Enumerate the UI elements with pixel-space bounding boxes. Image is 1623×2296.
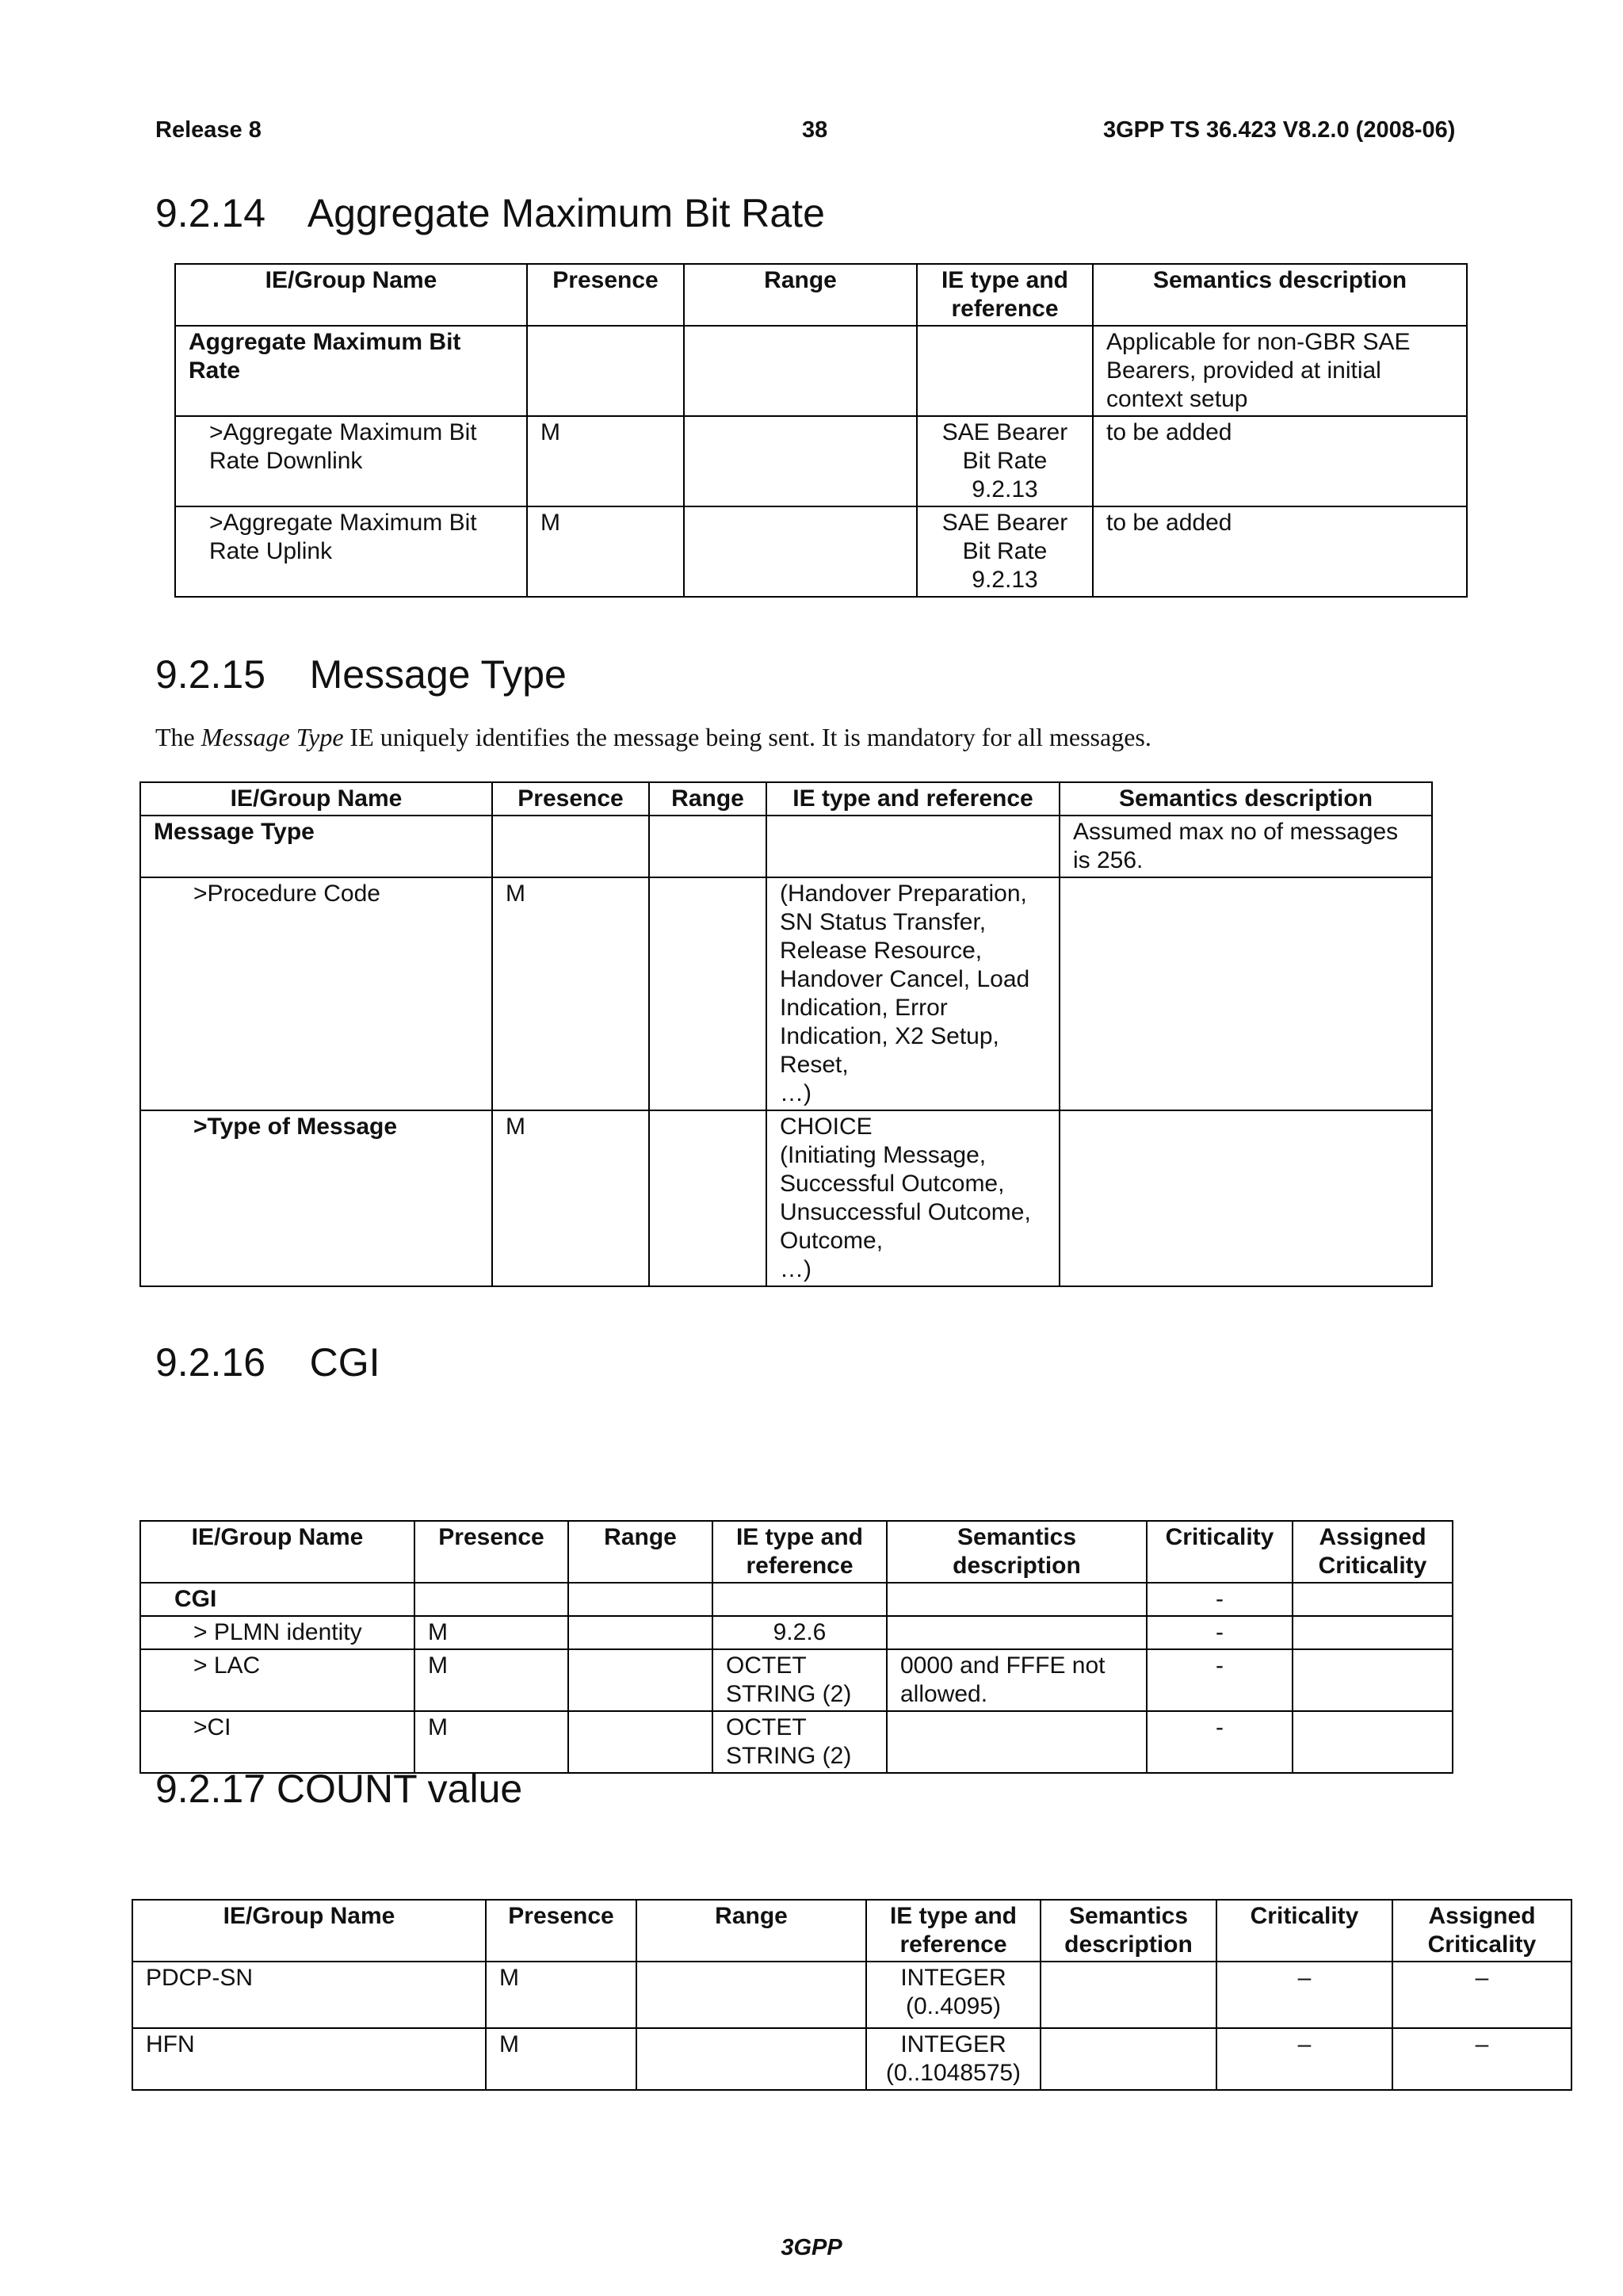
cell-type: SAE Bearer Bit Rate 9.2.13 <box>917 416 1093 506</box>
cell-presence: M <box>414 1649 568 1711</box>
col-header: Semantics description <box>1093 264 1467 326</box>
cell-type: INTEGER (0..1048575) <box>866 2028 1041 2090</box>
cell-presence: M <box>486 2028 636 2090</box>
cell-type: 9.2.6 <box>712 1616 887 1649</box>
col-header: Presence <box>414 1521 568 1583</box>
section-title: Aggregate Maximum Bit Rate <box>307 191 825 235</box>
cell-type: (Handover Preparation, SN Status Transfer, Release Resource, Handover Cancel, Load Indication, Error Indication, X2 Setup, Reset, …) <box>766 877 1060 1110</box>
section-number: 9.2.14 <box>155 191 266 235</box>
cell-criticality: - <box>1147 1583 1293 1616</box>
cell-type <box>712 1583 887 1616</box>
col-header: Range <box>649 782 766 816</box>
col-header: IE/Group Name <box>140 782 492 816</box>
cell-presence <box>414 1583 568 1616</box>
cell-type: SAE Bearer Bit Rate 9.2.13 <box>917 506 1093 597</box>
cell-name: > PLMN identity <box>140 1616 414 1649</box>
cell-semantics <box>1060 1110 1432 1286</box>
cell-type: INTEGER (0..4095) <box>866 1962 1041 2028</box>
cell-name: HFN <box>132 2028 486 2090</box>
table-row <box>175 416 1467 506</box>
table-row <box>132 1962 1571 2028</box>
cell-type <box>917 326 1093 416</box>
cell-presence: M <box>527 416 684 506</box>
col-header: IE type and reference <box>712 1521 887 1583</box>
col-header: Semantics description <box>1060 782 1432 816</box>
cell-semantics <box>1041 2028 1216 2090</box>
para-text: IE uniquely identifies the message being sent. It is mandatory for all messages. <box>343 723 1151 751</box>
cell-assigned-criticality <box>1293 1616 1453 1649</box>
table-row <box>140 816 1432 877</box>
cell-criticality: - <box>1147 1649 1293 1711</box>
cell-range <box>636 1962 866 2028</box>
cell-presence: M <box>527 506 684 597</box>
col-header: Presence <box>527 264 684 326</box>
col-header: Presence <box>492 782 649 816</box>
cell-presence <box>492 816 649 877</box>
cell-name: >Procedure Code <box>140 877 492 1110</box>
cell-range <box>649 877 766 1110</box>
cell-assigned-criticality <box>1293 1583 1453 1616</box>
table-aggregate-max-bitrate <box>174 263 1468 598</box>
col-header: Criticality <box>1216 1900 1392 1962</box>
header-release: Release 8 <box>155 117 262 143</box>
table-row <box>140 1649 1453 1711</box>
cell-assigned-criticality <box>1293 1711 1453 1773</box>
table-header-row <box>175 264 1467 326</box>
cell-name: >Aggregate Maximum Bit Rate Downlink <box>175 416 527 506</box>
cell-semantics: Assumed max no of messages is 256. <box>1060 816 1432 877</box>
col-header: Range <box>568 1521 712 1583</box>
section-9-2-14-heading <box>155 190 825 236</box>
section-9-2-17-heading: 9.2.17 COUNT value <box>155 1767 523 1811</box>
cell-range <box>684 506 917 597</box>
cell-criticality: – <box>1216 1962 1392 2028</box>
cell-name: >Type of Message <box>140 1110 492 1286</box>
header-page-number: 38 <box>802 117 828 143</box>
section-title: Message Type <box>309 652 567 697</box>
cell-semantics: to be added <box>1093 506 1467 597</box>
cell-criticality: - <box>1147 1616 1293 1649</box>
para-emphasis: Message Type <box>200 723 344 751</box>
cell-range <box>568 1649 712 1711</box>
col-header: Criticality <box>1147 1521 1293 1583</box>
cell-name: Message Type <box>140 816 492 877</box>
cell-name: CGI <box>140 1583 414 1616</box>
cell-presence: M <box>492 877 649 1110</box>
cell-presence: M <box>492 1110 649 1286</box>
cell-assigned-criticality: – <box>1392 1962 1571 2028</box>
col-header: IE/Group Name <box>140 1521 414 1583</box>
cell-range <box>568 1583 712 1616</box>
section-number: 9.2.16 <box>155 1340 266 1385</box>
cell-range <box>568 1616 712 1649</box>
cell-presence: M <box>414 1711 568 1773</box>
cell-type: OCTET STRING (2) <box>712 1649 887 1711</box>
para-text: The <box>155 723 201 751</box>
cell-type: OCTET STRING (2) <box>712 1711 887 1773</box>
table-header-row <box>132 1900 1571 1962</box>
col-header: Semantics description <box>1041 1900 1216 1962</box>
col-header: IE/Group Name <box>132 1900 486 1962</box>
cell-range <box>649 1110 766 1286</box>
table-row <box>140 1711 1453 1773</box>
cell-type: CHOICE (Initiating Message, Successful Outcome, Unsuccessful Outcome, Outcome, …) <box>766 1110 1060 1286</box>
col-header: Assigned Criticality <box>1293 1521 1453 1583</box>
cell-semantics: to be added <box>1093 416 1467 506</box>
cell-name: > LAC <box>140 1649 414 1711</box>
table-header-row <box>140 1521 1453 1583</box>
header-spec: 3GPP TS 36.423 V8.2.0 (2008-06) <box>1103 117 1456 143</box>
section-9-2-15-heading <box>155 651 567 697</box>
col-header: IE/Group Name <box>175 264 527 326</box>
cell-range <box>684 326 917 416</box>
cell-range <box>568 1711 712 1773</box>
col-header: Semantics description <box>887 1521 1147 1583</box>
cell-range <box>684 416 917 506</box>
table-message-type <box>139 781 1433 1287</box>
cell-semantics: Applicable for non-GBR SAE Bearers, provided at initial context setup <box>1093 326 1467 416</box>
table-count-value <box>132 1899 1572 2091</box>
cell-name: PDCP-SN <box>132 1962 486 2028</box>
cell-criticality: - <box>1147 1711 1293 1773</box>
cell-range <box>649 816 766 877</box>
cell-type <box>766 816 1060 877</box>
section-title: CGI <box>309 1340 380 1385</box>
message-type-description <box>155 723 1151 752</box>
col-header: Range <box>636 1900 866 1962</box>
section-number: 9.2.15 <box>155 652 266 697</box>
col-header: IE type and reference <box>766 782 1060 816</box>
cell-criticality: – <box>1216 2028 1392 2090</box>
cell-range <box>636 2028 866 2090</box>
cell-semantics: 0000 and FFFE not allowed. <box>887 1649 1147 1711</box>
col-header: Assigned Criticality <box>1392 1900 1571 1962</box>
cell-assigned-criticality: – <box>1392 2028 1571 2090</box>
col-header: IE type and reference <box>866 1900 1041 1962</box>
cell-presence: M <box>486 1962 636 2028</box>
cell-assigned-criticality <box>1293 1649 1453 1711</box>
table-row <box>140 877 1432 1110</box>
cell-name: >CI <box>140 1711 414 1773</box>
cell-semantics <box>1041 1962 1216 2028</box>
section-9-2-16-heading <box>155 1339 380 1385</box>
table-row <box>140 1616 1453 1649</box>
cell-semantics <box>887 1583 1147 1616</box>
cell-semantics <box>887 1711 1147 1773</box>
cell-name: >Aggregate Maximum Bit Rate Uplink <box>175 506 527 597</box>
table-row <box>140 1110 1432 1286</box>
col-header: Range <box>684 264 917 326</box>
table-header-row <box>140 782 1432 816</box>
cell-presence <box>527 326 684 416</box>
table-row <box>132 2028 1571 2090</box>
table-row <box>140 1583 1453 1616</box>
col-header: Presence <box>486 1900 636 1962</box>
table-row <box>175 326 1467 416</box>
table-row <box>175 506 1467 597</box>
cell-presence: M <box>414 1616 568 1649</box>
cell-semantics <box>887 1616 1147 1649</box>
cell-semantics <box>1060 877 1432 1110</box>
cell-name: Aggregate Maximum Bit Rate <box>175 326 527 416</box>
footer-3gpp: 3GPP <box>781 2235 842 2260</box>
col-header: IE type and reference <box>917 264 1093 326</box>
table-cgi <box>139 1520 1453 1774</box>
